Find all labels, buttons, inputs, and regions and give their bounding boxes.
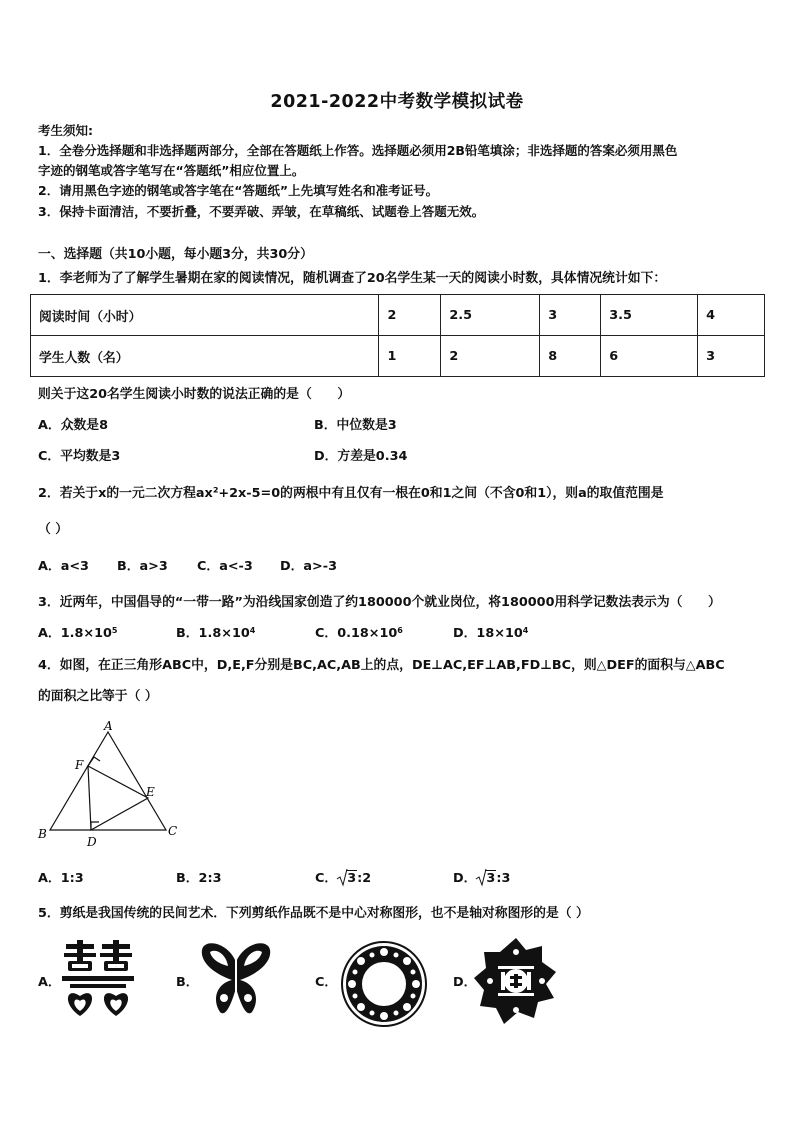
double-happiness-papercut-icon: [62, 940, 134, 1026]
table-cell: 1: [379, 336, 441, 377]
question-4-stem: 4．如图，在正三角形ABC中，D,E,F分别是BC,AC,AB上的点，DE⊥AC,EF⊥AB,FD⊥BC，则△DEF的面积与△ABC: [38, 658, 725, 673]
option-b[interactable]: B．2:3: [176, 871, 222, 886]
table-cell: 2: [441, 336, 540, 377]
option-d[interactable]: D．a>-3: [280, 559, 337, 574]
option-a[interactable]: A．众数是8: [38, 418, 108, 433]
table-cell: 3: [698, 336, 765, 377]
option-c[interactable]: C． 3:2: [315, 871, 372, 886]
question-2-stem: 2．若关于x的一元二次方程ax²+2x-5=0的两根中有且仅有一根在0和1之间（不含0和1），则a的取值范围是: [38, 486, 664, 501]
option-c[interactable]: C．: [315, 975, 338, 990]
question-1-stem: 1．李老师为了了解学生暑期在家的阅读情况，随机调查了20名学生某一天的阅读小时数，具体情况统计如下：: [38, 271, 667, 286]
question-4-stem-cont: 的面积之比等于（ ）: [38, 689, 158, 704]
circular-ring-papercut-icon: [340, 940, 428, 1028]
option-a[interactable]: A．$1.8\times 10^5$: [38, 626, 118, 641]
table-cell: 4: [698, 295, 765, 336]
option-c[interactable]: C．$0.18\times 10^6$: [315, 626, 403, 641]
table-row: [31, 295, 765, 336]
question-3-stem: 3．近两年，中国倡导的“一带一路”为沿线国家创造了约180000个就业岗位，将180000用科学记数法表示为（ ）: [38, 595, 721, 610]
sqrt-symbol: 3: [337, 870, 357, 888]
option-b[interactable]: B．$1.8\times 10^4$: [176, 626, 256, 641]
sqrt-symbol: 3: [476, 870, 496, 888]
option-b[interactable]: B．: [176, 975, 199, 990]
label-e: E: [146, 785, 155, 799]
option-d[interactable]: D．$18\times 10^4$: [453, 626, 529, 641]
label-d: D: [87, 835, 97, 849]
reading-time-table: [30, 294, 765, 377]
option-c[interactable]: C．a<-3: [197, 559, 253, 574]
label-b: B: [38, 827, 47, 841]
option-c[interactable]: C．平均数是3: [38, 449, 121, 464]
question-2-paren: （ ）: [38, 522, 69, 537]
notice-item: 2．请用黑色字迹的钢笔或答字笔在“答题纸”上先填写姓名和准考证号。: [38, 183, 439, 198]
table-cell: 阅读时间（小时）: [31, 295, 379, 336]
section-heading: 一、选择题（共10小题，每小题3分，共30分）: [38, 247, 313, 262]
option-b[interactable]: B．a>3: [117, 559, 168, 574]
notice-item: 字迹的钢笔或答字笔写在“答题纸”相应位置上。: [38, 163, 305, 178]
notice-item: 1．全卷分选择题和非选择题两部分，全部在答题纸上作答。选择题必须用2B铅笔填涂；非选择题的答案必须用黑色: [38, 143, 678, 158]
question-1-prompt: 则关于这20名学生阅读小时数的说法正确的是（ ）: [38, 387, 351, 402]
table-cell: 学生人数（名）: [31, 336, 379, 377]
triangle-def: [88, 766, 148, 830]
option-a[interactable]: A．1:3: [38, 871, 84, 886]
table-cell: 8: [540, 336, 601, 377]
option-d[interactable]: D． 3:3: [453, 871, 511, 886]
notice-heading: 考生须知:: [38, 123, 93, 138]
star-medallion-papercut-icon: [474, 936, 558, 1026]
table-cell: 2.5: [441, 295, 540, 336]
triangle-abc: [50, 732, 166, 830]
label-f: F: [75, 758, 84, 772]
table-cell: 2: [379, 295, 441, 336]
table-cell: 3: [540, 295, 601, 336]
label-c: C: [168, 824, 178, 838]
option-b[interactable]: B．中位数是3: [314, 418, 397, 433]
table-cell: 3.5: [601, 295, 698, 336]
butterfly-papercut-icon: [198, 940, 274, 1020]
right-angle-f: [88, 757, 100, 766]
table-cell: 6: [601, 336, 698, 377]
question-5-stem: 5．剪纸是我国传统的民间艺术．下列剪纸作品既不是中心对称图形，也不是轴对称图形的是（ ）: [38, 906, 589, 921]
notice-item: 3．保持卡面清洁，不要折叠，不要弄破、弄皱，在草稿纸、试题卷上答题无效。: [38, 204, 485, 219]
label-a: A: [104, 719, 113, 733]
page-title: 2021-2022中考数学模拟试卷: [270, 92, 524, 112]
triangle-figure: [36, 720, 186, 850]
option-a[interactable]: A．a<3: [38, 559, 89, 574]
option-d[interactable]: D．方差是0.34: [314, 449, 408, 464]
option-a[interactable]: A．: [38, 975, 61, 990]
option-d[interactable]: D．: [453, 975, 477, 990]
table-row: [31, 336, 765, 377]
